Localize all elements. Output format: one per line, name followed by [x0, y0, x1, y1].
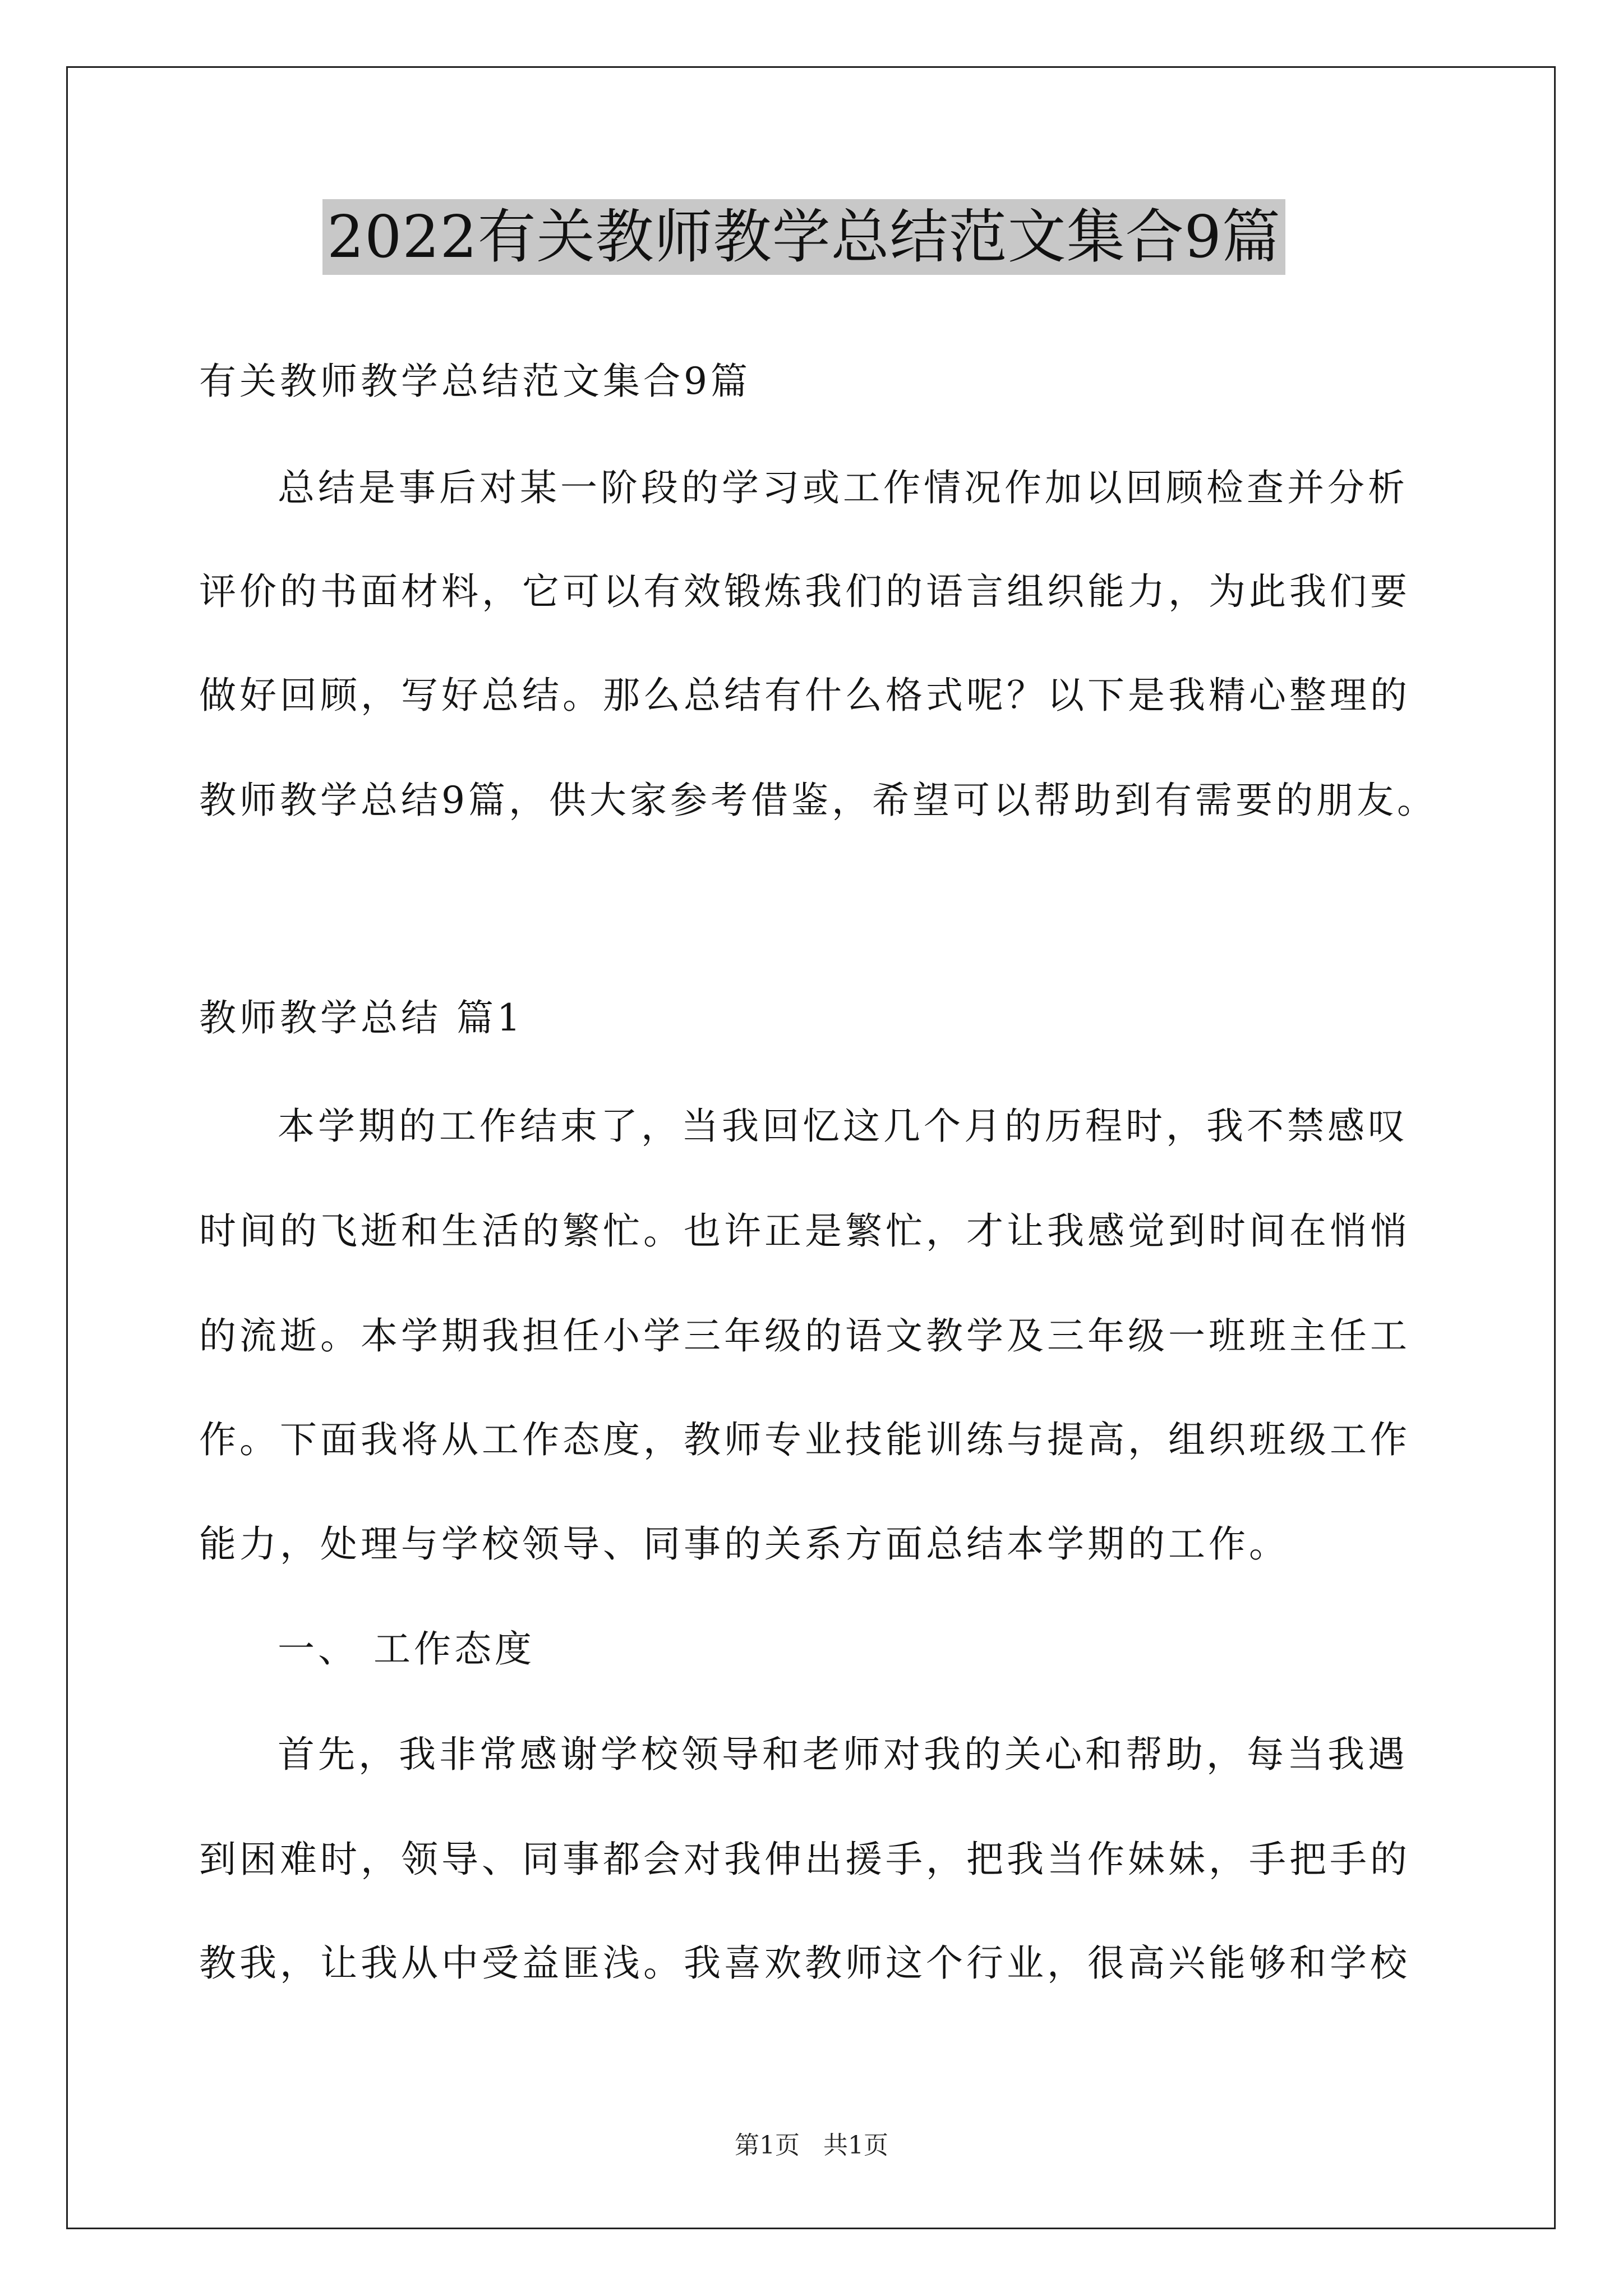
document-subtitle: 有关教师教学总结范文集合9篇 [199, 360, 751, 403]
paragraph-line: 教我，让我从中受益匪浅。我喜欢教师这个行业，很高兴能够和学校 [199, 1941, 1410, 1985]
intro-line: 教师教学总结9篇，供大家参考借鉴，希望可以帮助到有需要的朋友。 [199, 779, 1437, 822]
section-heading: 教师教学总结 篇1 [199, 996, 524, 1039]
subheading: 一、 工作态度 [278, 1627, 535, 1671]
section-line: 本学期的工作结束了，当我回忆这几个月的历程时，我不禁感叹 [278, 1105, 1408, 1148]
section-line: 时间的飞逝和生活的繁忙。也许正是繁忙，才让我感觉到时间在悄悄 [199, 1209, 1410, 1253]
intro-line: 做好回顾，写好总结。那么总结有什么格式呢？以下是我精心整理的 [199, 674, 1410, 717]
intro-line: 总结是事后对某一阶段的学习或工作情况作加以回顾检查并分析 [278, 466, 1408, 509]
document-title: 2022有关教师教学总结范文集合9篇 [322, 199, 1285, 275]
section-line: 作。下面我将从工作态度，教师专业技能训练与提高，组织班级工作 [199, 1418, 1410, 1461]
paragraph-line: 到困难时，领导、同事都会对我伸出援手，把我当作妹妹，手把手的 [199, 1838, 1410, 1881]
section-line: 的流逝。本学期我担任小学三年级的语文教学及三年级一班班主任工 [199, 1314, 1410, 1358]
intro-line: 评价的书面材料，它可以有效锻炼我们的语言组织能力，为此我们要 [199, 570, 1410, 613]
section-line: 能力，处理与学校领导、同事的关系方面总结本学期的工作。 [199, 1522, 1289, 1566]
page-footer: 第1页 共1页 [735, 2131, 888, 2160]
paragraph-line: 首先，我非常感谢学校领导和老师对我的关心和帮助，每当我遇 [278, 1733, 1408, 1776]
